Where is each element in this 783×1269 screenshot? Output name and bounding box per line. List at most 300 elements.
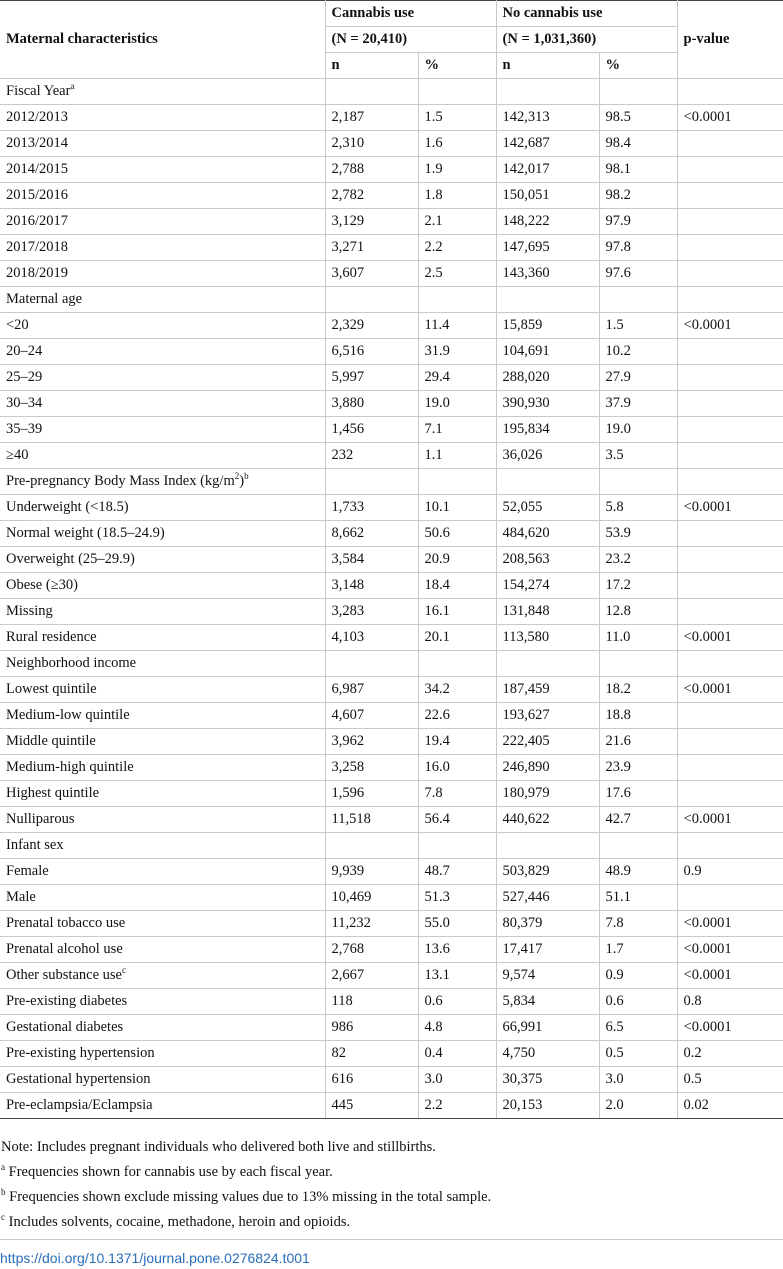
p-value-cell: <0.0001 <box>677 963 783 989</box>
cannabis-n-cell: 11,518 <box>325 807 418 833</box>
header-no-cannabis-n: n <box>496 53 599 79</box>
cannabis-pct-cell: 22.6 <box>418 703 496 729</box>
table-row <box>0 1093 783 1119</box>
cannabis-pct-cell: 2.1 <box>418 209 496 235</box>
footnote-marker: b <box>244 471 249 482</box>
table-row <box>0 989 783 1015</box>
cannabis-n-cell: 118 <box>325 989 418 1015</box>
row-label-text: Highest quintile <box>6 785 100 801</box>
cannabis-n-cell: 5,997 <box>325 365 418 391</box>
no-cannabis-n-cell: 142,687 <box>496 131 599 157</box>
cannabis-n-cell: 3,271 <box>325 235 418 261</box>
cannabis-pct-cell: 1.8 <box>418 183 496 209</box>
no-cannabis-pct-cell: 11.0 <box>599 625 677 651</box>
no-cannabis-pct-cell: 98.2 <box>599 183 677 209</box>
no-cannabis-n-cell: 5,834 <box>496 989 599 1015</box>
table-body <box>0 79 783 1119</box>
row-label <box>0 157 325 183</box>
cannabis-pct-cell: 1.6 <box>418 131 496 157</box>
p-value-cell <box>677 261 783 287</box>
cannabis-n-cell: 1,596 <box>325 781 418 807</box>
no-cannabis-n-cell <box>496 469 599 495</box>
cannabis-pct-cell <box>418 79 496 105</box>
cannabis-n-cell: 232 <box>325 443 418 469</box>
no-cannabis-n-cell: 17,417 <box>496 937 599 963</box>
table-row <box>0 183 783 209</box>
header-cannabis-n: n <box>325 53 418 79</box>
row-label-text: Medium-low quintile <box>6 707 130 723</box>
cannabis-pct-cell: 34.2 <box>418 677 496 703</box>
table-row <box>0 391 783 417</box>
row-label <box>0 417 325 443</box>
row-label <box>0 1015 325 1041</box>
row-label <box>0 183 325 209</box>
table-row <box>0 625 783 651</box>
p-value-cell <box>677 781 783 807</box>
row-label <box>0 573 325 599</box>
row-label <box>0 287 325 313</box>
p-value-cell: 0.2 <box>677 1041 783 1067</box>
no-cannabis-pct-cell <box>599 287 677 313</box>
no-cannabis-pct-cell: 0.9 <box>599 963 677 989</box>
row-label-text: 2017/2018 <box>6 239 69 255</box>
cannabis-pct-cell: 2.2 <box>418 235 496 261</box>
unit-superscript: 2 <box>234 471 240 482</box>
row-label-text: 2015/2016 <box>6 187 69 203</box>
header-cannabis-total: (N = 20,410) <box>325 27 496 53</box>
row-label <box>0 1093 325 1119</box>
cannabis-n-cell <box>325 651 418 677</box>
cannabis-n-cell: 1,456 <box>325 417 418 443</box>
no-cannabis-pct-cell: 48.9 <box>599 859 677 885</box>
no-cannabis-n-cell: 246,890 <box>496 755 599 781</box>
p-value-cell: <0.0001 <box>677 313 783 339</box>
no-cannabis-n-cell: 390,930 <box>496 391 599 417</box>
cannabis-pct-cell: 0.6 <box>418 989 496 1015</box>
row-label <box>0 651 325 677</box>
no-cannabis-n-cell: 440,622 <box>496 807 599 833</box>
cannabis-n-cell: 3,258 <box>325 755 418 781</box>
row-label <box>0 495 325 521</box>
cannabis-pct-cell: 55.0 <box>418 911 496 937</box>
cannabis-pct-cell: 7.8 <box>418 781 496 807</box>
divider <box>0 1239 783 1240</box>
header-cannabis-pct: % <box>418 53 496 79</box>
cannabis-pct-cell: 20.9 <box>418 547 496 573</box>
no-cannabis-pct-cell: 19.0 <box>599 417 677 443</box>
cannabis-n-cell: 4,607 <box>325 703 418 729</box>
p-value-cell <box>677 521 783 547</box>
footnote-a-text: Frequencies shown for cannabis use by each fiscal year. <box>8 1164 333 1180</box>
no-cannabis-n-cell: 15,859 <box>496 313 599 339</box>
p-value-cell <box>677 417 783 443</box>
cannabis-n-cell <box>325 469 418 495</box>
row-label-text: 30–34 <box>6 395 43 411</box>
row-label <box>0 443 325 469</box>
cannabis-pct-cell: 10.1 <box>418 495 496 521</box>
footnote-c-mark: c <box>1 1212 5 1223</box>
table-row <box>0 521 783 547</box>
no-cannabis-pct-cell: 1.5 <box>599 313 677 339</box>
row-label-text: 2014/2015 <box>6 161 69 177</box>
header-p-value: p-value <box>677 1 783 79</box>
cannabis-pct-cell: 7.1 <box>418 417 496 443</box>
row-label-text: Lowest quintile <box>6 681 97 697</box>
table-row <box>0 495 783 521</box>
table-row <box>0 781 783 807</box>
no-cannabis-n-cell: 142,313 <box>496 105 599 131</box>
row-label-text: 35–39 <box>6 421 43 437</box>
no-cannabis-pct-cell: 12.8 <box>599 599 677 625</box>
row-label-text: 2012/2013 <box>6 109 69 125</box>
row-label-text: Obese (≥30) <box>6 577 78 593</box>
no-cannabis-pct-cell: 23.2 <box>599 547 677 573</box>
footnote-b <box>1 1189 491 1206</box>
p-value-cell <box>677 183 783 209</box>
row-label-text: 2018/2019 <box>6 265 69 281</box>
row-label-text: <20 <box>6 317 29 333</box>
no-cannabis-pct-cell: 97.9 <box>599 209 677 235</box>
row-label-text: Pre-pregnancy Body Mass Index (kg/m <box>6 473 235 489</box>
p-value-cell: <0.0001 <box>677 105 783 131</box>
row-label <box>0 729 325 755</box>
cannabis-pct-cell: 56.4 <box>418 807 496 833</box>
no-cannabis-pct-cell: 3.0 <box>599 1067 677 1093</box>
row-label <box>0 235 325 261</box>
row-label-text: Maternal age <box>6 291 83 307</box>
no-cannabis-pct-cell: 2.0 <box>599 1093 677 1119</box>
no-cannabis-n-cell: 147,695 <box>496 235 599 261</box>
cannabis-pct-cell: 2.2 <box>418 1093 496 1119</box>
footnote-a-mark: a <box>1 1162 5 1173</box>
cannabis-pct-cell <box>418 833 496 859</box>
no-cannabis-n-cell: 148,222 <box>496 209 599 235</box>
row-label-suffix: ) <box>239 473 245 489</box>
footnote-a <box>1 1164 333 1181</box>
no-cannabis-pct-cell: 17.2 <box>599 573 677 599</box>
table-row <box>0 755 783 781</box>
cannabis-pct-cell: 1.1 <box>418 443 496 469</box>
no-cannabis-n-cell: 187,459 <box>496 677 599 703</box>
p-value-cell <box>677 885 783 911</box>
table-row <box>0 1067 783 1093</box>
cannabis-pct-cell: 50.6 <box>418 521 496 547</box>
p-value-cell: <0.0001 <box>677 1015 783 1041</box>
no-cannabis-pct-cell: 21.6 <box>599 729 677 755</box>
p-value-cell: 0.8 <box>677 989 783 1015</box>
no-cannabis-pct-cell: 53.9 <box>599 521 677 547</box>
cannabis-pct-cell: 11.4 <box>418 313 496 339</box>
p-value-cell <box>677 651 783 677</box>
no-cannabis-n-cell: 9,574 <box>496 963 599 989</box>
cannabis-n-cell: 3,584 <box>325 547 418 573</box>
no-cannabis-n-cell: 36,026 <box>496 443 599 469</box>
cannabis-pct-cell: 1.5 <box>418 105 496 131</box>
cannabis-pct-cell: 51.3 <box>418 885 496 911</box>
p-value-cell: <0.0001 <box>677 911 783 937</box>
footnote-marker: a <box>70 81 75 92</box>
no-cannabis-n-cell: 208,563 <box>496 547 599 573</box>
p-value-cell: 0.02 <box>677 1093 783 1119</box>
row-label <box>0 547 325 573</box>
row-label-text: Neighborhood income <box>6 655 137 671</box>
cannabis-n-cell <box>325 79 418 105</box>
no-cannabis-pct-cell: 97.6 <box>599 261 677 287</box>
cannabis-pct-cell: 3.0 <box>418 1067 496 1093</box>
table-row <box>0 417 783 443</box>
no-cannabis-pct-cell <box>599 79 677 105</box>
no-cannabis-pct-cell <box>599 833 677 859</box>
no-cannabis-n-cell: 142,017 <box>496 157 599 183</box>
no-cannabis-pct-cell: 0.6 <box>599 989 677 1015</box>
cannabis-n-cell: 445 <box>325 1093 418 1119</box>
row-label-text: ≥40 <box>6 447 29 463</box>
cannabis-n-cell: 2,329 <box>325 313 418 339</box>
row-label-text: Rural residence <box>6 629 97 645</box>
row-label-text: 20–24 <box>6 343 43 359</box>
row-label-text: 25–29 <box>6 369 43 385</box>
table-row <box>0 365 783 391</box>
row-label-text: Medium-high quintile <box>6 759 134 775</box>
header-no-cannabis-use: No cannabis use <box>496 1 677 27</box>
p-value-cell: <0.0001 <box>677 677 783 703</box>
row-label-text: Female <box>6 863 49 879</box>
cannabis-n-cell: 2,788 <box>325 157 418 183</box>
footnote-b-mark: b <box>1 1187 6 1198</box>
row-label-text: 2013/2014 <box>6 135 69 151</box>
no-cannabis-n-cell: 113,580 <box>496 625 599 651</box>
cannabis-n-cell: 3,962 <box>325 729 418 755</box>
header-no-cannabis-total: (N = 1,031,360) <box>496 27 677 53</box>
row-label <box>0 365 325 391</box>
table-row <box>0 1041 783 1067</box>
no-cannabis-pct-cell: 27.9 <box>599 365 677 391</box>
row-label-text: Missing <box>6 603 53 619</box>
header-cannabis-use: Cannabis use <box>325 1 496 27</box>
row-label-text: Pre-existing hypertension <box>6 1045 155 1061</box>
table-row <box>0 209 783 235</box>
section-row <box>0 287 783 313</box>
no-cannabis-pct-cell: 17.6 <box>599 781 677 807</box>
table-row <box>0 963 783 989</box>
p-value-cell <box>677 157 783 183</box>
row-label <box>0 963 325 989</box>
no-cannabis-pct-cell: 1.7 <box>599 937 677 963</box>
no-cannabis-pct-cell: 0.5 <box>599 1041 677 1067</box>
cannabis-n-cell: 10,469 <box>325 885 418 911</box>
row-label-text: Male <box>6 889 36 905</box>
header-characteristics: Maternal characteristics <box>0 1 325 79</box>
row-label <box>0 807 325 833</box>
no-cannabis-n-cell: 527,446 <box>496 885 599 911</box>
cannabis-n-cell <box>325 833 418 859</box>
p-value-cell <box>677 209 783 235</box>
cannabis-pct-cell <box>418 469 496 495</box>
cannabis-n-cell: 4,103 <box>325 625 418 651</box>
cannabis-n-cell <box>325 287 418 313</box>
cannabis-pct-cell: 16.0 <box>418 755 496 781</box>
p-value-cell: <0.0001 <box>677 495 783 521</box>
table-row <box>0 157 783 183</box>
p-value-cell <box>677 469 783 495</box>
no-cannabis-pct-cell: 10.2 <box>599 339 677 365</box>
p-value-cell <box>677 79 783 105</box>
p-value-cell <box>677 339 783 365</box>
row-label <box>0 755 325 781</box>
table-row <box>0 1015 783 1041</box>
row-label-text: Prenatal tobacco use <box>6 915 126 931</box>
p-value-cell: 0.9 <box>677 859 783 885</box>
cannabis-n-cell: 1,733 <box>325 495 418 521</box>
no-cannabis-pct-cell: 98.1 <box>599 157 677 183</box>
p-value-cell: <0.0001 <box>677 625 783 651</box>
no-cannabis-pct-cell: 51.1 <box>599 885 677 911</box>
p-value-cell <box>677 131 783 157</box>
row-label-text: Pre-eclampsia/Eclampsia <box>6 1097 153 1113</box>
cannabis-n-cell: 3,283 <box>325 599 418 625</box>
no-cannabis-pct-cell: 42.7 <box>599 807 677 833</box>
row-label <box>0 885 325 911</box>
cannabis-pct-cell: 48.7 <box>418 859 496 885</box>
row-label <box>0 859 325 885</box>
header-no-cannabis-pct: % <box>599 53 677 79</box>
cannabis-n-cell: 2,782 <box>325 183 418 209</box>
cannabis-n-cell: 8,662 <box>325 521 418 547</box>
row-label <box>0 937 325 963</box>
cannabis-pct-cell <box>418 651 496 677</box>
cannabis-n-cell: 3,129 <box>325 209 418 235</box>
table-row <box>0 235 783 261</box>
no-cannabis-n-cell <box>496 79 599 105</box>
cannabis-pct-cell: 29.4 <box>418 365 496 391</box>
section-row <box>0 833 783 859</box>
table-row <box>0 599 783 625</box>
no-cannabis-n-cell <box>496 651 599 677</box>
cannabis-n-cell: 11,232 <box>325 911 418 937</box>
row-label <box>0 209 325 235</box>
row-label <box>0 703 325 729</box>
no-cannabis-n-cell: 503,829 <box>496 859 599 885</box>
p-value-cell <box>677 443 783 469</box>
no-cannabis-n-cell: 484,620 <box>496 521 599 547</box>
row-label <box>0 469 325 495</box>
cannabis-n-cell: 9,939 <box>325 859 418 885</box>
no-cannabis-n-cell: 154,274 <box>496 573 599 599</box>
cannabis-n-cell: 82 <box>325 1041 418 1067</box>
cannabis-pct-cell: 20.1 <box>418 625 496 651</box>
no-cannabis-n-cell: 193,627 <box>496 703 599 729</box>
no-cannabis-pct-cell <box>599 651 677 677</box>
no-cannabis-pct-cell: 18.8 <box>599 703 677 729</box>
section-row <box>0 651 783 677</box>
no-cannabis-n-cell: 104,691 <box>496 339 599 365</box>
p-value-cell <box>677 547 783 573</box>
no-cannabis-n-cell <box>496 287 599 313</box>
row-label-text: Middle quintile <box>6 733 96 749</box>
table-row <box>0 729 783 755</box>
no-cannabis-pct-cell: 18.2 <box>599 677 677 703</box>
cannabis-pct-cell: 16.1 <box>418 599 496 625</box>
row-label <box>0 79 325 105</box>
table-row <box>0 703 783 729</box>
no-cannabis-pct-cell: 6.5 <box>599 1015 677 1041</box>
row-label-text: Overweight (25–29.9) <box>6 551 135 567</box>
cannabis-n-cell: 986 <box>325 1015 418 1041</box>
no-cannabis-n-cell: 52,055 <box>496 495 599 521</box>
cannabis-n-cell: 2,187 <box>325 105 418 131</box>
row-label <box>0 131 325 157</box>
no-cannabis-pct-cell: 97.8 <box>599 235 677 261</box>
no-cannabis-n-cell: 288,020 <box>496 365 599 391</box>
row-label <box>0 261 325 287</box>
row-label-text: Prenatal alcohol use <box>6 941 123 957</box>
row-label <box>0 989 325 1015</box>
cannabis-pct-cell: 1.9 <box>418 157 496 183</box>
no-cannabis-n-cell: 66,991 <box>496 1015 599 1041</box>
cannabis-n-cell: 2,768 <box>325 937 418 963</box>
p-value-cell <box>677 755 783 781</box>
table-row <box>0 885 783 911</box>
cannabis-pct-cell: 19.0 <box>418 391 496 417</box>
row-label-text: Normal weight (18.5–24.9) <box>6 525 165 541</box>
row-label-text: Gestational hypertension <box>6 1071 151 1087</box>
table-row <box>0 911 783 937</box>
p-value-cell <box>677 729 783 755</box>
footnote-c-text: Includes solvents, cocaine, methadone, heroin and opioids. <box>8 1214 351 1230</box>
p-value-cell <box>677 235 783 261</box>
p-value-cell <box>677 573 783 599</box>
cannabis-pct-cell: 18.4 <box>418 573 496 599</box>
row-label <box>0 677 325 703</box>
no-cannabis-n-cell: 150,051 <box>496 183 599 209</box>
no-cannabis-pct-cell: 37.9 <box>599 391 677 417</box>
p-value-cell: 0.5 <box>677 1067 783 1093</box>
table-row <box>0 677 783 703</box>
cannabis-n-cell: 3,607 <box>325 261 418 287</box>
row-label-text: Fiscal Year <box>6 83 71 99</box>
cannabis-n-cell: 6,987 <box>325 677 418 703</box>
cannabis-n-cell: 6,516 <box>325 339 418 365</box>
cannabis-pct-cell: 13.1 <box>418 963 496 989</box>
row-label <box>0 521 325 547</box>
cannabis-n-cell: 3,880 <box>325 391 418 417</box>
table-row <box>0 131 783 157</box>
no-cannabis-pct-cell: 7.8 <box>599 911 677 937</box>
row-label <box>0 781 325 807</box>
table-row <box>0 105 783 131</box>
cannabis-pct-cell: 2.5 <box>418 261 496 287</box>
row-label <box>0 833 325 859</box>
no-cannabis-n-cell: 80,379 <box>496 911 599 937</box>
no-cannabis-pct-cell: 98.4 <box>599 131 677 157</box>
table-row <box>0 339 783 365</box>
row-label <box>0 599 325 625</box>
table-row <box>0 443 783 469</box>
footnote-b-text: Frequencies shown exclude missing values due to 13% missing in the total sample. <box>9 1189 492 1205</box>
no-cannabis-pct-cell <box>599 469 677 495</box>
footnote-c <box>1 1214 350 1231</box>
row-label-text: 2016/2017 <box>6 213 69 229</box>
p-value-cell: <0.0001 <box>677 807 783 833</box>
p-value-cell <box>677 833 783 859</box>
doi-link[interactable]: https://doi.org/10.1371/journal.pone.0276824.t001 <box>0 1250 310 1266</box>
no-cannabis-n-cell: 195,834 <box>496 417 599 443</box>
cannabis-n-cell: 616 <box>325 1067 418 1093</box>
p-value-cell <box>677 599 783 625</box>
no-cannabis-n-cell: 222,405 <box>496 729 599 755</box>
footnote-marker: c <box>121 965 126 976</box>
p-value-cell <box>677 287 783 313</box>
